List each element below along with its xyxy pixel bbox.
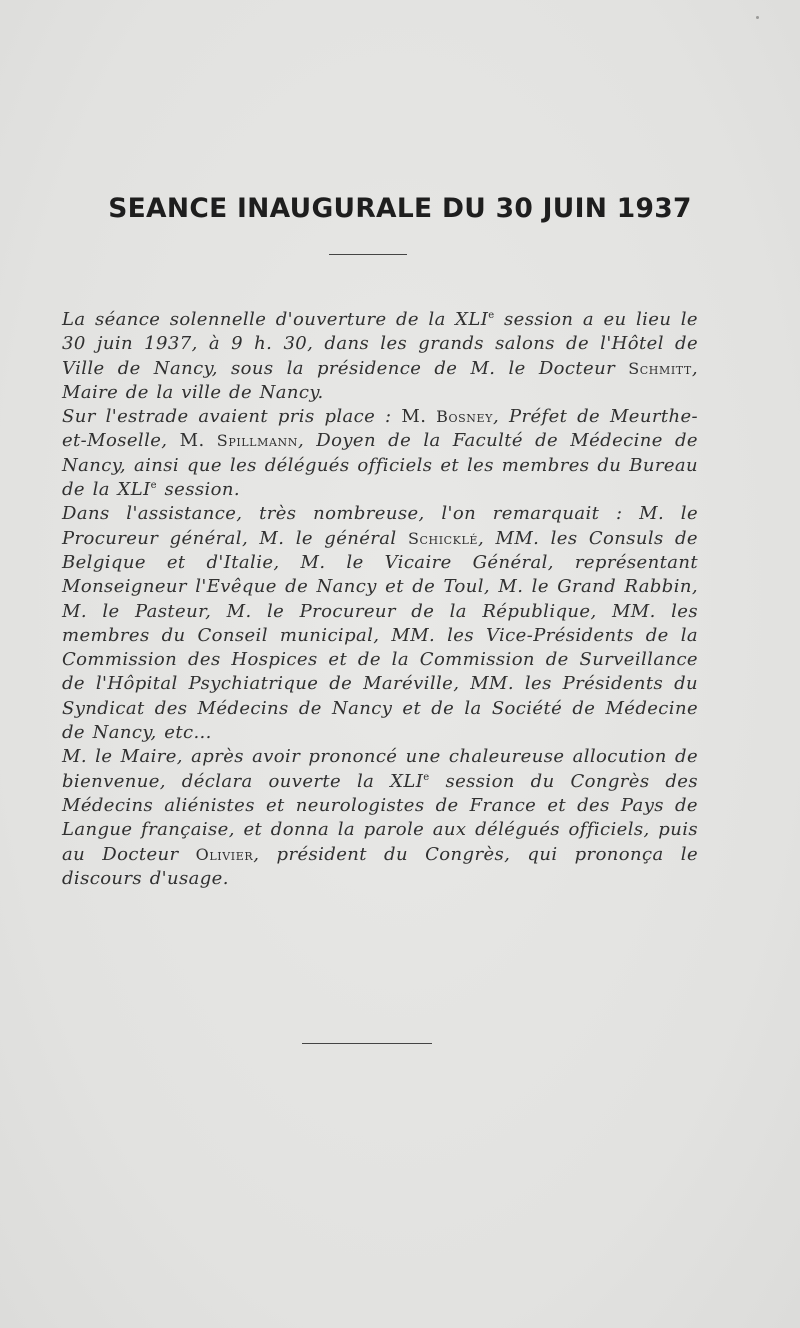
- paragraph-assistance: Dans l'assistance, très nombreuse, l'on remarquait : M. le Procureur général, M. le général Schicklé, MM. les Consuls de Belgique et d'Italie, M. le Vicaire Général, représentant Monseigneur l'Evêque de Nancy et de Toul, M. le Grand Rabbin, M. le Pasteur, M. le Procureur de la République, MM. les membres du Conseil municipal, MM. les Vice-Présidents de la Commission des Hospices et de la Commission de Surveillance de l'Hôpital Psychiatrique de Maréville, MM. les Présidents du Syndicat des Médecins de Nancy et de la Société de Médecine de Nancy, etc...: [62, 503, 698, 744]
- person-name: Schicklé: [407, 528, 479, 548]
- paragraph-estrade: Sur l'estrade avaient pris place : M. Bosney, Préfet de Meurthe-et-Moselle, M. Spillmann, Doyen de la Faculté de Médecine de Nancy, ainsi que les délégués officiels et les membres du Bureau de la XLIe session.: [62, 406, 698, 501]
- person-name: Olivier: [195, 844, 254, 864]
- paragraph-maire: M. le Maire, après avoir prononcé une chaleureuse allocution de bienvenue, déclara ouverte la XLIe session du Congrès des Médecins aliénistes et neurologistes de France et des Pays de Langue française, et donna la parole aux délégués officiels, puis au Docteur Olivier, président du Congrès, qui prononça le discours d'usage.: [62, 746, 698, 889]
- title-divider: [329, 254, 407, 255]
- person-name: Spillmann: [216, 431, 298, 451]
- person-name: Schmitt: [628, 358, 692, 378]
- page-title: SEANCE INAUGURALE DU 30 JUIN 1937: [108, 193, 692, 224]
- closing-divider: [302, 1043, 432, 1044]
- paragraph-opening: La séance solennelle d'ouverture de la XLIe session a eu lieu le 30 juin 1937, à 9 h. 30, dans les grands salons de l'Hôtel de Ville de Nancy, sous la présidence de M. le Docteur Schmitt, Maire de la ville de Nancy.: [62, 309, 698, 403]
- paper-speck: [756, 16, 759, 19]
- person-name: Bosney: [436, 407, 493, 427]
- body-text: [62, 308, 698, 891]
